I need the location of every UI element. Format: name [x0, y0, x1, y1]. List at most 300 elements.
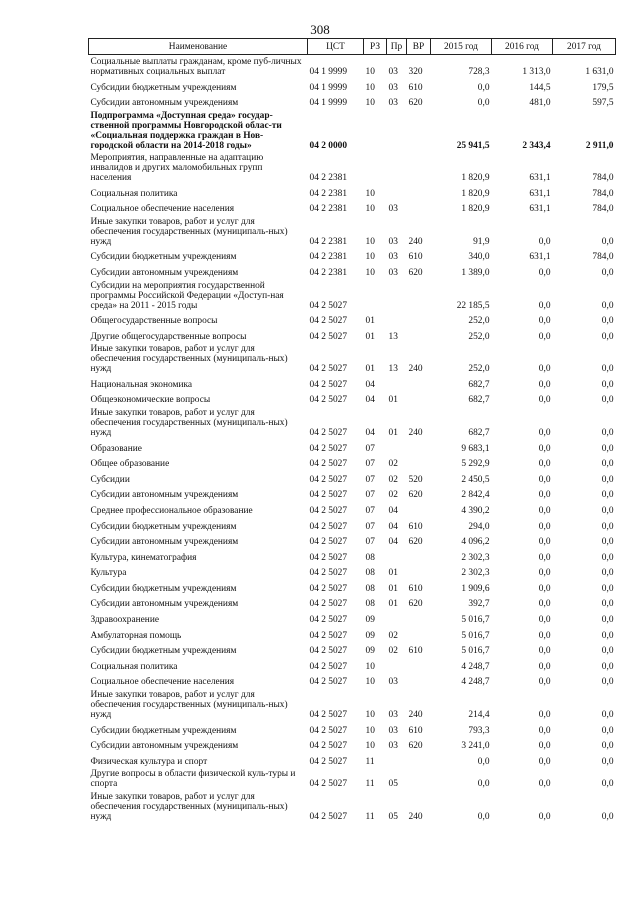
row-value-2015: 0,0 [477, 98, 490, 109]
row-value-2016: 0,0 [538, 474, 551, 485]
row-cst: 04 2 5027 [309, 677, 347, 688]
row-value-2015: 252,0 [468, 316, 490, 327]
row-value-2016: 631,1 [529, 252, 551, 263]
table-row [89, 736, 616, 752]
row-name: Иные закупки товаров, работ и услуг для обеспечения государственных (муниципаль-ных) нужд [90, 407, 288, 438]
page-number: 308 [310, 22, 330, 37]
row-value-2017: 0,0 [601, 395, 614, 406]
header-2016: 2016 год [492, 39, 553, 55]
row-value-2017: 597,5 [592, 98, 614, 109]
row-rz: 08 [365, 599, 375, 610]
row-cst: 04 2 5027 [309, 709, 347, 720]
row-rz: 11 [365, 756, 375, 767]
row-pr: 04 [388, 505, 398, 516]
row-vr [407, 151, 431, 184]
table-row [89, 454, 616, 470]
row-name: Иные закупки товаров, работ и услуг для обеспечения государственных (муниципаль-ных) нужд [90, 216, 288, 247]
table-row [89, 469, 616, 485]
table-row [89, 578, 616, 594]
row-name: Иные закупки товаров, работ и услуг для обеспечения государственных (муниципаль-ных) нужд [90, 344, 288, 375]
row-rz: 10 [365, 236, 375, 247]
row-value-2017: 1 631,0 [585, 67, 614, 77]
table-row [89, 516, 616, 532]
row-value-2016: 0,0 [538, 756, 551, 767]
row-cst: 04 2 5027 [309, 316, 347, 327]
row-value-2016: 0,0 [538, 709, 551, 720]
row-vr [407, 625, 431, 641]
table-row [89, 183, 616, 199]
row-rz: 10 [365, 741, 375, 752]
row-vr: 240 [408, 364, 423, 375]
table-row [89, 720, 616, 736]
table-row [89, 390, 616, 406]
row-vr: 610 [408, 725, 423, 736]
row-name: Общеэкономические вопросы [90, 395, 211, 406]
row-vr: 240 [408, 236, 423, 247]
table-row [89, 687, 616, 720]
row-cst: 04 2 5027 [309, 490, 347, 501]
row-value-2017: 0,0 [601, 364, 614, 375]
row-value-2017: 784,0 [592, 173, 614, 184]
row-pr [387, 151, 407, 184]
table-row [89, 532, 616, 548]
row-rz [364, 278, 387, 311]
row-pr: 02 [388, 630, 398, 641]
row-pr: 13 [388, 331, 398, 342]
row-value-2016: 0,0 [538, 599, 551, 610]
row-pr: 03 [388, 204, 398, 215]
table-header-row [89, 39, 616, 55]
row-rz: 11 [365, 779, 375, 790]
row-cst: 04 2 5027 [309, 741, 347, 752]
row-value-2016: 0,0 [538, 537, 551, 548]
row-name: Субсидии бюджетным учреждениям [90, 646, 237, 657]
row-name: Субсидии автономным учреждениям [90, 741, 239, 752]
row-name: Субсидии автономным учреждениям [90, 98, 239, 109]
row-value-2016: 0,0 [538, 630, 551, 641]
row-cst: 04 2 5027 [309, 725, 347, 736]
row-value-2017: 0,0 [601, 568, 614, 579]
row-name: Культура [90, 568, 127, 579]
row-value-2015: 682,7 [468, 379, 490, 390]
row-value-2015: 9 683,1 [461, 443, 490, 454]
row-value-2015: 4 390,2 [461, 505, 490, 516]
row-vr [407, 751, 431, 767]
row-vr [407, 278, 431, 311]
row-value-2015: 3 241,0 [461, 741, 490, 752]
row-value-2015: 2 302,3 [461, 552, 490, 563]
row-value-2015: 25 941,5 [456, 140, 490, 151]
row-cst: 04 2 5027 [309, 379, 347, 390]
row-pr: 02 [388, 459, 398, 470]
table-row [89, 485, 616, 501]
row-pr [387, 656, 407, 672]
row-value-2017: 0,0 [601, 521, 614, 532]
row-value-2016: 0,0 [538, 364, 551, 375]
row-pr [387, 547, 407, 563]
row-value-2016: 0,0 [538, 300, 551, 311]
table-row [89, 311, 616, 327]
row-value-2017: 0,0 [601, 300, 614, 311]
row-name: Социальное обеспечение населения [90, 204, 235, 215]
row-value-2016: 1 313,0 [522, 67, 551, 77]
row-name: Субсидии бюджетным учреждениям [90, 725, 237, 736]
row-pr [387, 609, 407, 625]
row-cst: 04 2 5027 [309, 443, 347, 454]
row-vr [407, 438, 431, 454]
row-rz: 10 [365, 98, 375, 109]
row-value-2016: 0,0 [538, 490, 551, 501]
table-row [89, 609, 616, 625]
row-pr: 03 [388, 268, 398, 279]
table-row [89, 767, 616, 790]
table-row [89, 108, 616, 151]
row-value-2016: 0,0 [538, 379, 551, 390]
row-cst: 04 2 2381 [309, 252, 347, 263]
row-vr: 620 [408, 741, 423, 752]
table-row [89, 625, 616, 641]
row-value-2016: 0,0 [538, 427, 551, 438]
table-row [89, 672, 616, 688]
row-name: Субсидии [90, 474, 130, 485]
row-value-2017: 0,0 [601, 537, 614, 548]
row-name: Другие общегосударственные вопросы [90, 331, 247, 342]
row-value-2016: 0,0 [538, 505, 551, 516]
row-cst: 04 2 5027 [309, 427, 347, 438]
row-name: Общегосударственные вопросы [90, 316, 218, 327]
row-value-2015: 1 820,9 [461, 204, 490, 215]
table-row [89, 214, 616, 247]
row-vr: 620 [408, 268, 423, 279]
table-row [89, 438, 616, 454]
row-vr: 320 [408, 67, 423, 77]
table-row [89, 547, 616, 563]
row-rz: 10 [365, 67, 375, 77]
row-cst: 04 1 9999 [309, 82, 347, 93]
row-value-2015: 2 842,4 [461, 490, 490, 501]
row-pr: 03 [388, 252, 398, 263]
row-name: Образование [90, 443, 142, 454]
row-cst: 04 2 5027 [309, 364, 347, 375]
row-value-2016: 0,0 [538, 661, 551, 672]
row-pr: 01 [388, 427, 398, 438]
row-value-2015: 5 292,9 [461, 459, 490, 470]
row-vr: 240 [408, 427, 423, 438]
row-value-2016: 0,0 [538, 646, 551, 657]
table-row [89, 789, 616, 822]
row-pr: 03 [388, 741, 398, 752]
row-cst: 04 2 5027 [309, 552, 347, 563]
table-row [89, 199, 616, 215]
table-row [89, 594, 616, 610]
row-pr [387, 751, 407, 767]
row-pr: 05 [388, 779, 398, 790]
row-rz: 04 [365, 427, 375, 438]
row-vr [407, 311, 431, 327]
row-pr [387, 278, 407, 311]
row-cst: 04 2 5027 [309, 300, 347, 311]
row-value-2016: 631,1 [529, 188, 551, 199]
row-value-2015: 0,0 [477, 756, 490, 767]
row-rz: 10 [365, 204, 375, 215]
row-pr: 01 [388, 583, 398, 594]
row-value-2016: 0,0 [538, 443, 551, 454]
row-vr [407, 500, 431, 516]
row-name: Субсидии автономным учреждениям [90, 268, 239, 279]
row-vr [407, 672, 431, 688]
row-vr [407, 609, 431, 625]
header-name: Наименование [89, 39, 308, 55]
row-cst: 04 2 2381 [309, 236, 347, 247]
row-name: Культура, кинематография [90, 552, 197, 563]
table-row [89, 374, 616, 390]
row-name: Социальная политика [90, 188, 178, 199]
row-cst: 04 2 5027 [309, 395, 347, 406]
row-rz: 01 [365, 331, 375, 342]
row-value-2017: 0,0 [601, 599, 614, 610]
row-value-2016: 0,0 [538, 459, 551, 470]
row-cst: 04 2 5027 [309, 537, 347, 548]
row-rz: 10 [365, 709, 375, 720]
row-rz: 10 [365, 188, 375, 199]
row-name: Социальные выплаты гражданам, кроме пуб-личных нормативных социальных выплат [90, 57, 302, 77]
table-row [89, 151, 616, 184]
row-value-2017: 2 911,0 [585, 140, 614, 151]
table-row [89, 641, 616, 657]
row-rz: 07 [365, 490, 375, 501]
row-pr [387, 183, 407, 199]
row-vr [407, 390, 431, 406]
row-value-2016: 0,0 [538, 811, 551, 822]
row-pr: 02 [388, 490, 398, 501]
row-rz: 04 [365, 395, 375, 406]
row-pr: 02 [388, 646, 398, 657]
row-value-2017: 0,0 [601, 583, 614, 594]
row-pr: 03 [388, 236, 398, 247]
row-pr: 13 [388, 364, 398, 375]
row-vr: 610 [408, 583, 423, 594]
row-value-2015: 5 016,7 [461, 630, 490, 641]
row-value-2016: 0,0 [538, 521, 551, 532]
row-value-2017: 0,0 [601, 661, 614, 672]
row-name: Субсидии автономным учреждениям [90, 537, 239, 548]
row-name: Иные закупки товаров, работ и услуг для обеспечения государственных (муниципаль-ных) нужд [90, 689, 288, 720]
row-name: Подпрограмма «Доступная среда» государ-ственной программы Новгородской облас-ти «Социальная поддержка граждан в Нов-городской области на 2014-2018 годы» [90, 110, 282, 151]
row-cst: 04 2 5027 [309, 615, 347, 626]
header-vr: ВР [407, 39, 431, 55]
row-value-2017: 0,0 [601, 459, 614, 470]
row-name: Социальная политика [90, 661, 178, 672]
row-cst: 04 2 5027 [309, 779, 347, 790]
row-vr [407, 183, 431, 199]
row-value-2016: 631,1 [529, 204, 551, 215]
row-pr: 04 [388, 537, 398, 548]
row-rz: 11 [365, 811, 375, 822]
row-value-2016: 0,0 [538, 677, 551, 688]
row-value-2017: 784,0 [592, 188, 614, 199]
row-name: Мероприятия, направленные на адаптацию инвалидов и других маломобильных групп населения [90, 153, 264, 184]
row-rz: 07 [365, 459, 375, 470]
row-rz: 07 [365, 505, 375, 516]
row-cst: 04 2 2381 [309, 173, 347, 184]
row-cst: 04 2 0000 [309, 140, 347, 151]
row-vr: 620 [408, 537, 423, 548]
row-value-2017: 0,0 [601, 236, 614, 247]
row-cst: 04 2 2381 [309, 204, 347, 215]
row-value-2016: 0,0 [538, 268, 551, 279]
row-value-2016: 0,0 [538, 331, 551, 342]
row-pr [387, 311, 407, 327]
row-value-2015: 1 820,9 [461, 173, 490, 184]
row-value-2017: 0,0 [601, 331, 614, 342]
row-value-2015: 0,0 [477, 779, 490, 790]
row-value-2015: 4 096,2 [461, 537, 490, 548]
row-value-2015: 1 820,9 [461, 188, 490, 199]
table-row [89, 563, 616, 579]
row-name: Субсидии бюджетным учреждениям [90, 82, 237, 93]
row-pr: 01 [388, 395, 398, 406]
row-cst: 04 1 9999 [309, 67, 347, 77]
table-row [89, 262, 616, 278]
row-cst: 04 2 2381 [309, 268, 347, 279]
table-row [89, 55, 616, 78]
row-value-2016: 0,0 [538, 615, 551, 626]
table-row [89, 93, 616, 109]
row-pr: 03 [388, 98, 398, 109]
row-rz: 04 [365, 379, 375, 390]
row-rz: 07 [365, 537, 375, 548]
row-value-2017: 0,0 [601, 779, 614, 790]
row-pr: 02 [388, 474, 398, 485]
row-name: Субсидии бюджетным учреждениям [90, 521, 237, 532]
row-value-2017: 784,0 [592, 252, 614, 263]
table-row [89, 751, 616, 767]
row-pr: 03 [388, 709, 398, 720]
row-name: Национальная экономика [90, 379, 193, 390]
row-value-2017: 179,5 [592, 82, 614, 93]
row-value-2015: 22 185,5 [456, 300, 490, 311]
row-value-2015: 4 248,7 [461, 661, 490, 672]
table-row [89, 326, 616, 342]
row-cst: 04 1 9999 [309, 98, 347, 109]
header-2015: 2015 год [431, 39, 492, 55]
row-rz: 08 [365, 583, 375, 594]
row-rz [364, 151, 387, 184]
row-value-2017: 0,0 [601, 677, 614, 688]
row-pr: 01 [388, 599, 398, 610]
row-cst: 04 2 2381 [309, 188, 347, 199]
row-value-2017: 0,0 [601, 443, 614, 454]
row-value-2017: 0,0 [601, 268, 614, 279]
row-rz [364, 108, 387, 151]
row-cst: 04 2 5027 [309, 474, 347, 485]
row-value-2017: 0,0 [601, 630, 614, 641]
row-rz: 08 [365, 552, 375, 563]
row-value-2015: 682,7 [468, 395, 490, 406]
table-row [89, 278, 616, 311]
row-name: Субсидии бюджетным учреждениям [90, 583, 237, 594]
row-name: Субсидии бюджетным учреждениям [90, 252, 237, 263]
row-name: Физическая культура и спорт [90, 756, 208, 767]
row-vr [407, 563, 431, 579]
row-cst: 04 2 5027 [309, 661, 347, 672]
header-cst: ЦСТ [308, 39, 364, 55]
row-cst: 04 2 5027 [309, 646, 347, 657]
row-rz: 07 [365, 521, 375, 532]
row-vr: 610 [408, 646, 423, 657]
row-vr [407, 656, 431, 672]
row-pr [387, 438, 407, 454]
row-value-2017: 0,0 [601, 490, 614, 501]
row-vr: 520 [408, 474, 423, 485]
row-cst: 04 2 5027 [309, 505, 347, 516]
row-value-2017: 0,0 [601, 316, 614, 327]
row-rz: 10 [365, 268, 375, 279]
row-value-2017: 0,0 [601, 725, 614, 736]
row-vr: 620 [408, 490, 423, 501]
row-name: Здравоохранение [90, 615, 159, 626]
row-value-2016: 0,0 [538, 552, 551, 563]
header-2017: 2017 год [553, 39, 616, 55]
row-name: Общее образование [90, 459, 170, 470]
row-vr: 620 [408, 599, 423, 610]
header-rz: РЗ [364, 39, 387, 55]
row-value-2015: 340,0 [468, 252, 490, 263]
row-pr: 01 [388, 568, 398, 579]
row-rz: 07 [365, 474, 375, 485]
row-value-2015: 252,0 [468, 331, 490, 342]
row-name: Субсидии автономным учреждениям [90, 490, 239, 501]
row-vr: 610 [408, 82, 423, 93]
table-row [89, 247, 616, 263]
row-value-2016: 0,0 [538, 395, 551, 406]
row-name: Среднее профессиональное образование [90, 505, 253, 516]
table-row [89, 77, 616, 93]
row-value-2017: 0,0 [601, 811, 614, 822]
row-rz: 10 [365, 82, 375, 93]
row-vr [407, 374, 431, 390]
row-cst: 04 2 5027 [309, 599, 347, 610]
row-value-2015: 793,3 [468, 725, 490, 736]
row-name: Субсидии автономным учреждениям [90, 599, 239, 610]
row-value-2015: 2 302,3 [461, 568, 490, 579]
row-vr: 240 [408, 811, 423, 822]
row-value-2015: 682,7 [468, 427, 490, 438]
row-cst: 04 2 5027 [309, 521, 347, 532]
row-value-2016: 631,1 [529, 173, 551, 184]
row-value-2017: 0,0 [601, 427, 614, 438]
row-value-2015: 5 016,7 [461, 646, 490, 657]
row-vr [407, 767, 431, 790]
table-row [89, 656, 616, 672]
row-value-2015: 4 248,7 [461, 677, 490, 688]
row-cst: 04 2 5027 [309, 459, 347, 470]
row-value-2016: 0,0 [538, 316, 551, 327]
row-pr: 03 [388, 82, 398, 93]
row-cst: 04 2 5027 [309, 630, 347, 641]
row-pr [387, 108, 407, 151]
row-value-2017: 0,0 [601, 552, 614, 563]
row-vr [407, 454, 431, 470]
row-value-2015: 91,9 [473, 236, 490, 247]
row-cst: 04 2 5027 [309, 568, 347, 579]
row-value-2017: 0,0 [601, 615, 614, 626]
row-pr: 03 [388, 677, 398, 688]
row-value-2016: 0,0 [538, 236, 551, 247]
row-value-2017: 0,0 [601, 474, 614, 485]
table-body [89, 55, 616, 822]
row-rz: 08 [365, 568, 375, 579]
